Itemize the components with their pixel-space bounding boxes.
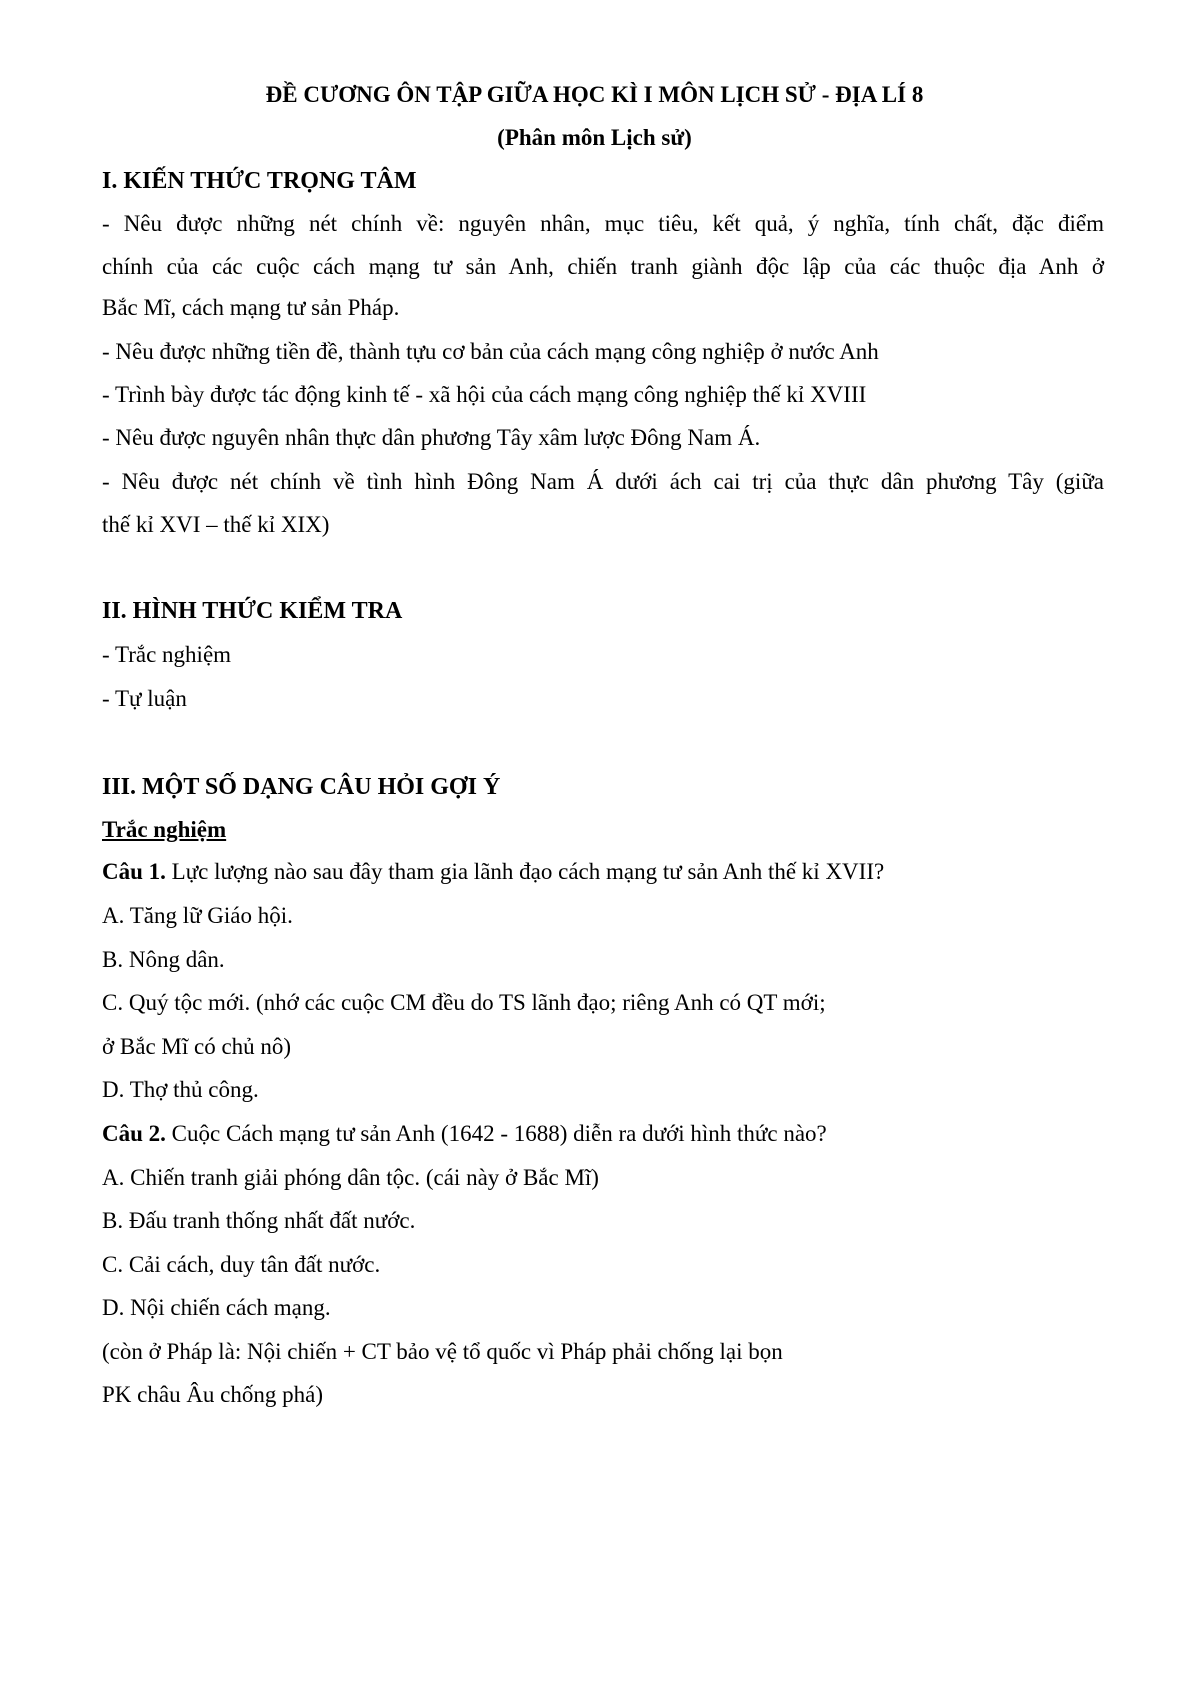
question-label: Câu 1. bbox=[102, 859, 166, 884]
section-2-item: - Tự luận bbox=[102, 686, 187, 711]
section-1-line: - Trình bày được tác động kinh tế - xã hội của cách mạng công nghiệp thế kỉ XVIII bbox=[102, 382, 867, 407]
section-2-item: - Trắc nghiệm bbox=[102, 642, 232, 667]
section-1-line: - Nêu được những nét chính về: nguyên nhân, mục tiêu, kết quả, ý nghĩa, tính chất, đặc điểm bbox=[102, 211, 1104, 236]
answer-option: C. Quý tộc mới. (nhớ các cuộc CM đều do TS lãnh đạo; riêng Anh có QT mới; bbox=[102, 990, 826, 1015]
section-3-heading: III. MỘT SỐ DẠNG CÂU HỎI GỢI Ý bbox=[102, 774, 501, 800]
section-1-line: Bắc Mĩ, cách mạng tư sản Pháp. bbox=[102, 295, 400, 320]
section-1-heading: I. KIẾN THỨC TRỌNG TÂM bbox=[102, 168, 417, 194]
answer-option: D. Nội chiến cách mạng. bbox=[102, 1295, 331, 1320]
section-1-line: - Nêu được nguyên nhân thực dân phương Tây xâm lược Đông Nam Á. bbox=[102, 425, 761, 450]
question-text: Lực lượng nào sau đây tham gia lãnh đạo cách mạng tư sản Anh thế kỉ XVII? bbox=[165, 859, 885, 884]
section-3-subheading: Trắc nghiệm bbox=[102, 817, 227, 842]
answer-option: B. Đấu tranh thống nhất đất nước. bbox=[102, 1208, 416, 1233]
answer-option: B. Nông dân. bbox=[102, 947, 225, 972]
section-1-line: thế kỉ XVI – thế kỉ XIX) bbox=[102, 512, 330, 537]
document-subtitle: (Phân môn Lịch sử) bbox=[497, 125, 692, 150]
answer-option: ở Bắc Mĩ có chủ nô) bbox=[102, 1034, 292, 1059]
section-1-line: chính của các cuộc cách mạng tư sản Anh, chiến tranh giành độc lập của các thuộc địa Anh ở bbox=[102, 254, 1104, 279]
question-text: Cuộc Cách mạng tư sản Anh (1642 - 1688) diễn ra dưới hình thức nào? bbox=[165, 1121, 827, 1146]
answer-option: D. Thợ thủ công. bbox=[102, 1077, 259, 1102]
answer-note: (còn ở Pháp là: Nội chiến + CT bảo vệ tổ quốc vì Pháp phải chống lại bọn bbox=[102, 1339, 783, 1364]
section-1-line: - Nêu được nét chính về tình hình Đông Nam Á dưới ách cai trị của thực dân phương Tây (giữa bbox=[102, 469, 1104, 494]
section-2-heading: II. HÌNH THỨC KIỂM TRA bbox=[102, 598, 403, 624]
question-label: Câu 2. bbox=[102, 1121, 166, 1146]
question-2 bbox=[102, 1119, 827, 1149]
section-1-line: - Nêu được những tiền đề, thành tựu cơ bản của cách mạng công nghiệp ở nước Anh bbox=[102, 339, 879, 364]
answer-note: PK châu Âu chống phá) bbox=[102, 1382, 324, 1407]
document-title: ĐỀ CƯƠNG ÔN TẬP GIỮA HỌC KÌ I MÔN LỊCH SỬ - ĐỊA LÍ 8 bbox=[265, 82, 924, 107]
answer-option: A. Tăng lữ Giáo hội. bbox=[102, 903, 293, 928]
answer-option: C. Cải cách, duy tân đất nước. bbox=[102, 1252, 381, 1277]
answer-option: A. Chiến tranh giải phóng dân tộc. (cái này ở Bắc Mĩ) bbox=[102, 1165, 599, 1190]
question-1 bbox=[102, 857, 884, 887]
